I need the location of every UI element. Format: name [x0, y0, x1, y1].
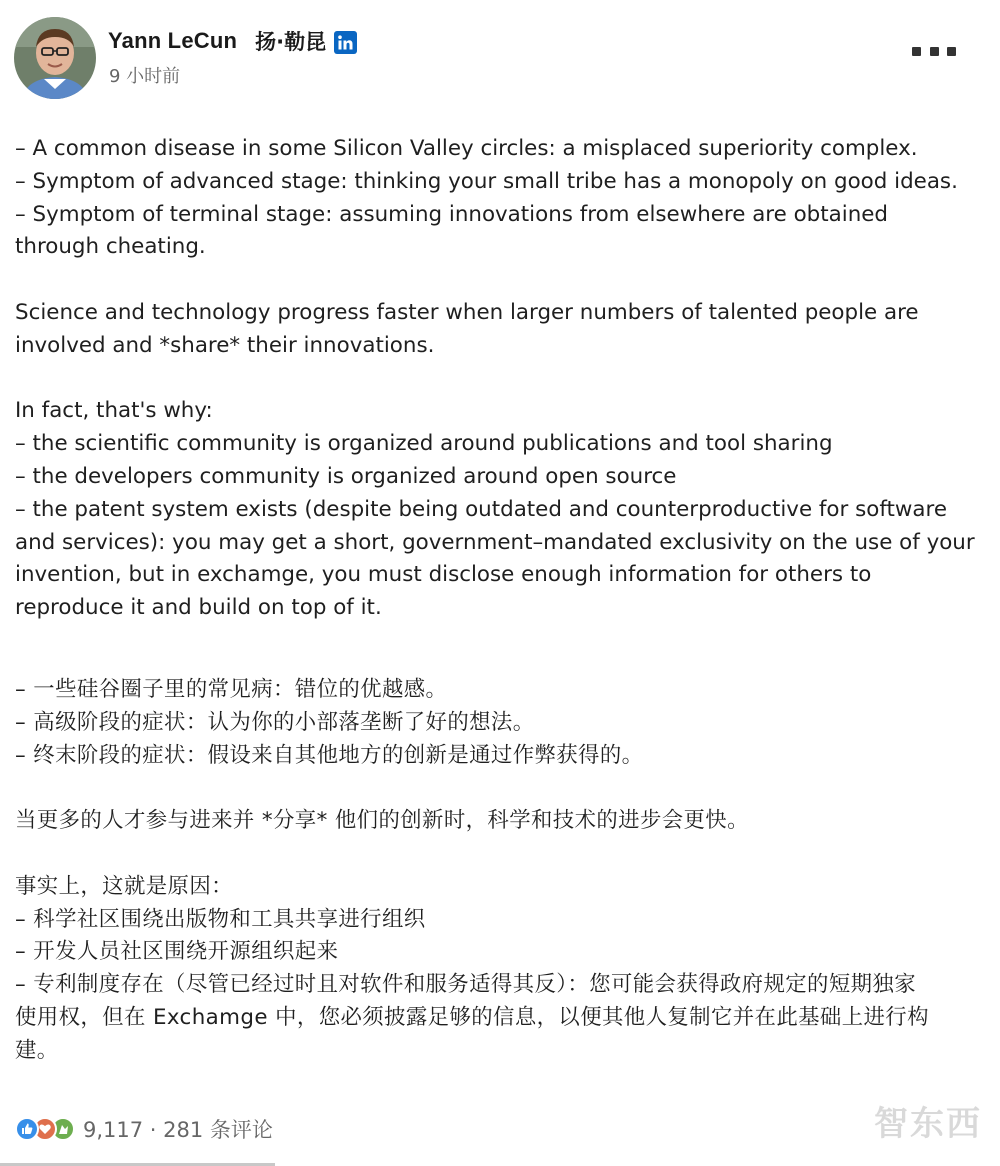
- author-line: [108, 26, 357, 56]
- post-line: – A common disease in some Silicon Valley circles: a misplaced superiority complex.: [15, 136, 918, 161]
- social-counts: [15, 1112, 273, 1146]
- post-line: invention, but in exchamge, you must disclose enough information for others to: [15, 562, 872, 588]
- linkedin-icon: [334, 31, 357, 54]
- post-line: 当更多的人才参与进来并 *分享* 他们的创新时，科学和技术的进步会更快。: [15, 808, 749, 834]
- engagement-counts: [83, 1114, 273, 1144]
- post-line: In fact, that's why:: [15, 398, 213, 424]
- watermark-logo: 智东西: [874, 1104, 982, 1144]
- reaction-count[interactable]: 9,117: [83, 1118, 144, 1142]
- post-paragraph-zh-3: [15, 871, 990, 1068]
- post-line: and services): you may get a short, government–mandated exclusivity on the use of your: [15, 529, 975, 555]
- post-line: 事实上，这就是原因：: [15, 873, 233, 899]
- post-line: – 高级阶段的症状：认为你的小部落垄断了好的想法。: [15, 709, 535, 735]
- count-separator: ·: [143, 1118, 164, 1142]
- avatar[interactable]: [14, 17, 96, 99]
- post-line: – 终末阶段的症状：假设来自其他地方的创新是通过作弊获得的。: [15, 742, 644, 768]
- post-line: through cheating.: [15, 234, 206, 260]
- author-name[interactable]: Yann LeCun: [108, 28, 238, 53]
- avatar-photo: [14, 17, 96, 99]
- more-dot-icon: [930, 47, 939, 56]
- post-line: – 一些硅谷圈子里的常见病：错位的优越感。: [15, 676, 448, 702]
- post-line: 使用权，但在 Exchamge 中，您必须披露足够的信息，以便其他人复制它并在此基础上进行构: [15, 1004, 929, 1030]
- post-paragraph-en-3: [15, 395, 990, 625]
- post-line: – 开发人员社区围绕开源组织起来: [15, 939, 339, 965]
- more-dot-icon: [947, 47, 956, 56]
- post-line: – Symptom of terminal stage: assuming innovations from elsewhere are obtained: [15, 201, 888, 227]
- post-line: – 专利制度存在（尽管已经过时且对软件和服务适得其反）：您可能会获得政府规定的短期独家: [15, 972, 917, 998]
- post-paragraph-zh-1: [15, 674, 990, 772]
- post-paragraph-en-2: [15, 297, 990, 363]
- reaction-icons[interactable]: [15, 1117, 69, 1141]
- post-line: involved and *share* their innovations.: [15, 332, 435, 358]
- more-options-button[interactable]: [912, 40, 956, 62]
- post-header: [0, 0, 1000, 110]
- post-line: – the developers community is organized around open source: [15, 463, 677, 489]
- post-paragraph-en-1: [15, 133, 990, 264]
- post-line: Science and technology progress faster when larger numbers of talented people are: [15, 299, 919, 325]
- post-timestamp: 9 小时前: [109, 66, 181, 87]
- post-body: [15, 133, 990, 1100]
- post-paragraph-zh-2: [15, 805, 990, 838]
- more-dot-icon: [912, 47, 921, 56]
- post-line: 建。: [15, 1037, 59, 1063]
- like-icon: [15, 1117, 39, 1141]
- post-line: – Symptom of advanced stage: thinking your small tribe has a monopoly on good ideas.: [15, 168, 958, 194]
- post-line: – the scientific community is organized around publications and tool sharing: [15, 431, 833, 457]
- post-line: – the patent system exists (despite being outdated and counterproductive for software: [15, 496, 947, 522]
- post-line: – 科学社区围绕出版物和工具共享进行组织: [15, 906, 426, 932]
- comment-count[interactable]: 281 条评论: [163, 1118, 273, 1142]
- post-line: reproduce it and build on top of it.: [15, 595, 382, 621]
- author-name-chinese: 扬·勒昆: [255, 30, 327, 54]
